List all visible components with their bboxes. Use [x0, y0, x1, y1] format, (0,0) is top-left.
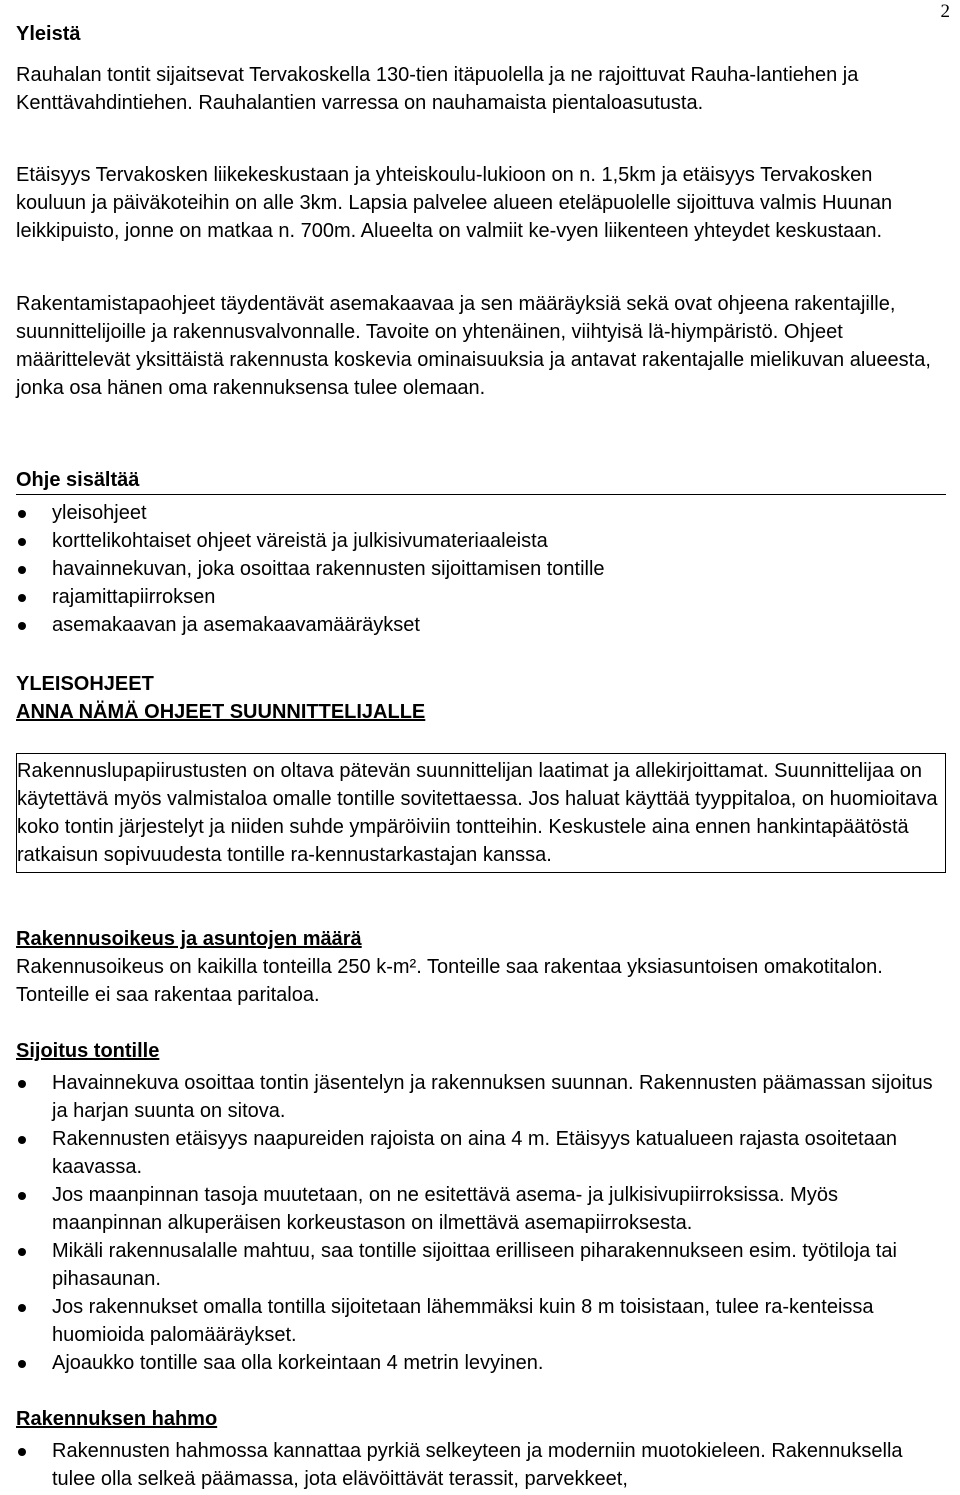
- heading-ohje: Ohje sisältää: [16, 466, 946, 495]
- bullet-icon: [18, 622, 26, 630]
- page-number: 2: [940, 1, 950, 22]
- list-item: [16, 583, 946, 611]
- bullet-icon: [18, 1360, 26, 1368]
- section-yleisohjeet: [16, 670, 946, 726]
- list-item-text: korttelikohtaiset ohjeet väreistä ja julkisivumateriaaleista: [52, 530, 548, 552]
- section-hahmo: [16, 1405, 936, 1493]
- list-item: [16, 1181, 944, 1237]
- list-item: [16, 1349, 944, 1377]
- heading-yleisohjeet: YLEISOHJEET: [16, 673, 154, 695]
- bullet-icon: [18, 1248, 26, 1256]
- list-item-text: rajamittapiirroksen: [52, 586, 216, 608]
- heading-rakennusoikeus: Rakennusoikeus ja asuntojen määrä: [16, 928, 362, 950]
- list-item: [16, 1437, 936, 1493]
- bullet-icon: [18, 1304, 26, 1312]
- paragraph-text: Etäisyys Tervakosken liikekeskustaan ja yhteiskoulu-lukioon on n. 1,5km ja etäisyys Tervakosken kouluun ja päiväkoteihin on alle 3km. Lapsia palvelee alueen eteläpuolelle sijoittuva valmis Huunan leikkipuisto, jonne on matkaa n. 700m. Alueelta on valmiit ke-vyen liikenteen yhteydet keskustaan.: [16, 164, 893, 242]
- list-item-text: Jos maanpinnan tasoja muutetaan, on ne esitettävä asema- ja julkisivupiirroksissa. Myös maanpinnan alkuperäisen korkeustason on ilmettävä asemapiirroksesta.: [52, 1184, 838, 1234]
- bullet-icon: [18, 1448, 26, 1456]
- heading-yleista: Yleistä: [16, 23, 81, 45]
- list-item-text: Rakennusten hahmossa kannattaa pyrkiä selkeyteen ja moderniin muotokieleen. Rakennuksella tulee olla selkeä päämassa, jota elävöittävät terassit, parvekkeet,: [52, 1440, 903, 1490]
- list-item: [16, 1237, 944, 1293]
- list-item: [16, 1069, 944, 1125]
- section-ohje: [16, 466, 946, 639]
- list-item-text: yleisohjeet: [52, 502, 147, 524]
- list-item-text: Ajoaukko tontille saa olla korkeintaan 4 metrin levyinen.: [52, 1352, 544, 1374]
- list-item: [16, 527, 946, 555]
- list-item: [16, 499, 946, 527]
- paragraph-location: [16, 61, 936, 117]
- heading-sijoitus: Sijoitus tontille: [16, 1040, 160, 1062]
- list-item-text: Jos rakennukset omalla tontilla sijoitetaan lähemmäksi kuin 8 m toisistaan, tulee ra-kenteissa huomioida palomääräykset.: [52, 1296, 874, 1346]
- ohje-list: [16, 499, 946, 639]
- bullet-icon: [18, 510, 26, 518]
- list-item-text: Rakennusten etäisyys naapureiden rajoista on aina 4 m. Etäisyys katualueen rajasta osoitetaan kaavassa.: [52, 1128, 897, 1178]
- paragraph-guidelines: [16, 290, 942, 402]
- bullet-icon: [18, 1080, 26, 1088]
- rakennusoikeus-text: Rakennusoikeus on kaikilla tonteilla 250 k-m². Tonteille saa rakentaa yksiasuntoisen omakotitalon. Tonteille ei saa rakentaa paritaloa.: [16, 956, 883, 1006]
- notice-text: Rakennuslupapiirustusten on oltava pätevän suunnittelijan laatimat ja allekirjoittamat. Suunnittelijaa on käytettävä myös valmistaloa omalle tontille sovitettaessa. Jos haluat käyttää tyyppitaloa, on huomioitava koko tontin järjestelyt ja niiden suhde ympäröiviin tontteihin. Keskustele aina ennen hankintapäätöstä ratkaisun sopivuudesta tontille ra-kennustarkastajan kanssa.: [17, 760, 938, 866]
- bullet-icon: [18, 566, 26, 574]
- paragraph-distances: [16, 161, 938, 245]
- heading-hahmo: Rakennuksen hahmo: [16, 1408, 218, 1430]
- bullet-icon: [18, 1192, 26, 1200]
- list-item-text: asemakaavan ja asemakaavamääräykset: [52, 614, 420, 636]
- paragraph-text: Rakentamistapaohjeet täydentävät asemakaavaa ja sen määräyksiä sekä ovat ohjeena rakentajille, suunnittelijoille ja rakennusvalvonnalle. Tavoite on yhtenäinen, viihtyisä lä-hiympäristö. Ohjeet määrittelevät yksittäistä rakennusta koskevia ominaisuuksia ja antavat rakentajalle mielikuvan alueesta, jonka osa hänen oma rakennuksensa tulee olemaan.: [16, 293, 931, 399]
- bullet-icon: [18, 1136, 26, 1144]
- hahmo-list: [16, 1437, 936, 1493]
- section-yleista: [16, 20, 946, 48]
- list-item-text: Mikäli rakennusalalle mahtuu, saa tontille sijoittaa erilliseen piharakennukseen esim. työtiloja tai pihasaunan.: [52, 1240, 897, 1290]
- notice-box: [16, 753, 946, 873]
- subheading-suunnittelijalle: ANNA NÄMÄ OHJEET SUUNNITTELIJALLE: [16, 701, 426, 723]
- list-item: [16, 611, 946, 639]
- sijoitus-list: [16, 1069, 944, 1377]
- paragraph-text: Rauhalan tontit sijaitsevat Tervakoskella 130-tien itäpuolella ja ne rajoittuvat Rauha-lantiehen ja Kenttävahdintiehen. Rauhalantien varressa on nauhamaista pientaloasutusta.: [16, 64, 859, 114]
- list-item: [16, 1125, 944, 1181]
- bullet-icon: [18, 594, 26, 602]
- list-item-text: havainnekuvan, joka osoittaa rakennusten sijoittamisen tontille: [52, 558, 605, 580]
- list-item: [16, 1293, 944, 1349]
- list-item-text: Havainnekuva osoittaa tontin jäsentelyn ja rakennuksen suunnan. Rakennusten päämassan sijoitus ja harjan suunta on sitova.: [52, 1072, 933, 1122]
- bullet-icon: [18, 538, 26, 546]
- list-item: [16, 555, 946, 583]
- section-sijoitus: [16, 1037, 944, 1377]
- section-rakennusoikeus: [16, 925, 936, 1009]
